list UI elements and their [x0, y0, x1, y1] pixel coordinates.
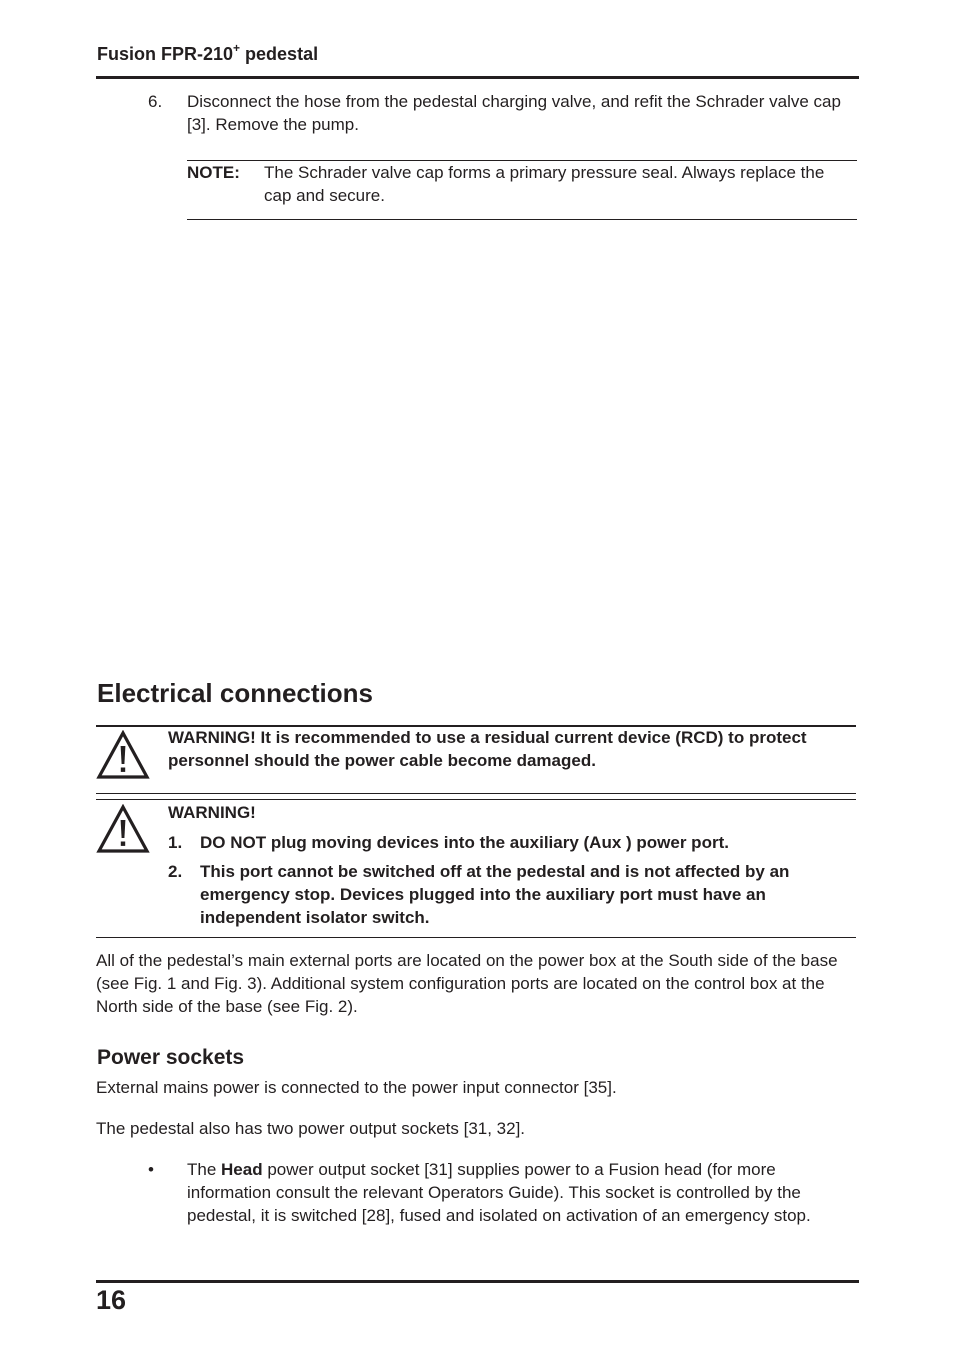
footer-rule [96, 1280, 859, 1283]
step-number: 6. [148, 92, 163, 111]
warning2-item-text: DO NOT plug moving devices into the auxiliary (Aux ) power port. [200, 833, 729, 852]
header-rule [96, 76, 859, 79]
warning2-top-rule [96, 799, 856, 800]
subsection-title: Power sockets [97, 1046, 245, 1069]
running-header: Fusion FPR-210+ pedestal [97, 41, 319, 64]
step-text: Disconnect the hose from the pedestal charging valve, and refit the Schrader valve cap [3]. Remove the pump. [187, 92, 841, 134]
warning-triangle-icon [96, 730, 150, 780]
note-bottom-rule [187, 219, 857, 220]
warning2-item-text: This port cannot be switched off at the pedestal and is not affected by an emergency stop. Devices plugged into the auxiliary port must have an independent isolator switch. [200, 862, 790, 927]
warning2-item-number: 2. [168, 862, 183, 881]
warning2-heading: WARNING! [168, 803, 256, 822]
power-sockets-para-1: External mains power is connected to the power input connector [35]. [96, 1078, 617, 1097]
warning2-bottom-rule [96, 937, 856, 938]
intro-paragraph: All of the pedestal’s main external ports are located on the power box at the South side of the base (see Fig. 1 and Fig. 3). Additional system configuration ports are located on the control box at the North side of the base (see Fig. 2). [96, 951, 838, 1016]
section-title: Electrical connections [97, 678, 373, 708]
bullet-text: The Head power output socket [31] supplies power to a Fusion head (for more information consult the relevant Operators Guide). This socket is controlled by the pedestal, it is switched [28], fused and isolated on activation of an emergency stop. [187, 1160, 811, 1225]
warning1-bottom-rule [96, 793, 856, 794]
warning1-text: WARNING! It is recommended to use a residual current device (RCD) to protect personnel should the power cable become damaged. [168, 728, 807, 770]
warning-triangle-icon [96, 804, 150, 854]
bold-term: Head [221, 1160, 263, 1179]
note-label: NOTE: [187, 163, 240, 182]
note-text: The Schrader valve cap forms a primary pressure seal. Always replace the cap and secure. [264, 163, 825, 205]
bullet-marker: • [148, 1160, 154, 1179]
power-sockets-para-2: The pedestal also has two power output sockets [31, 32]. [96, 1119, 526, 1138]
page-number: 16 [96, 1285, 127, 1315]
warning2-item-number: 1. [168, 833, 183, 852]
